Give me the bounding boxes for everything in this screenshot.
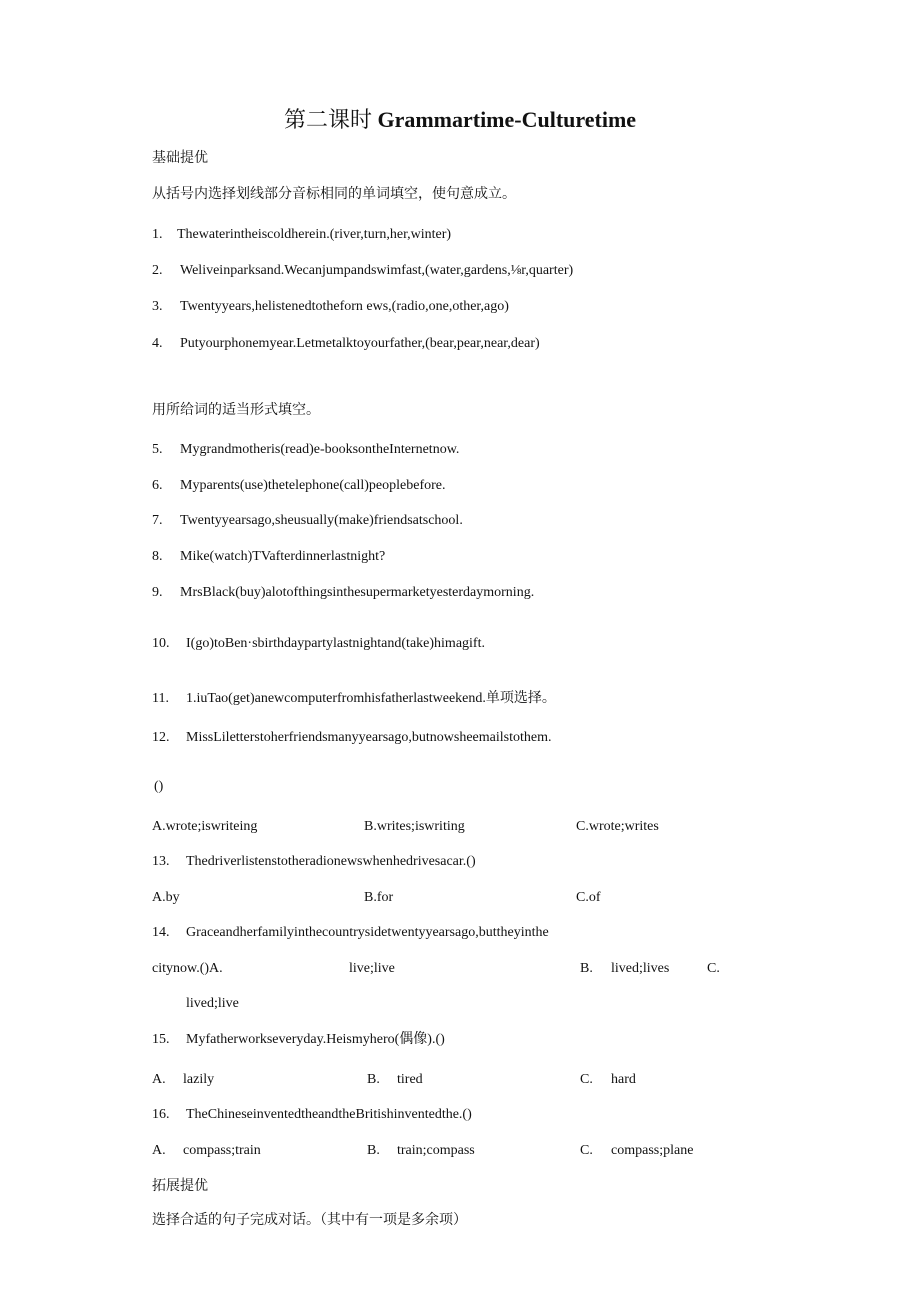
- page-title-en: Grammartime-Culturetime: [377, 107, 637, 132]
- option-b-label: B.: [367, 1072, 380, 1087]
- option-c: compass;plane: [611, 1143, 694, 1158]
- option-b: tired: [397, 1072, 423, 1087]
- question-text: TheChineseinventedtheandtheBritishinventedthe.(): [186, 1107, 472, 1122]
- option-a: live;live: [349, 961, 395, 976]
- question-text: Myfatherworkseveryday.Heismyhero(偶像).(): [186, 1032, 445, 1047]
- option-c: lived;live: [186, 996, 239, 1011]
- option-c: C.wrote;writes: [576, 819, 659, 834]
- question-text: Mygrandmotheris(read)e-booksontheInternetnow.: [180, 442, 460, 457]
- section-heading-basic: 基础提优: [152, 150, 208, 166]
- question-number: 1.: [152, 227, 163, 242]
- question-text: Mike(watch)TVafterdinnerlastnight?: [180, 549, 386, 564]
- question-text: Weliveinparksand.Wecanjumpandswimfast,(water,gardens,⅛r,quarter): [180, 263, 574, 278]
- page-title: [0, 106, 920, 135]
- question-number: 3.: [152, 299, 163, 314]
- question-text: Twentyyearsago,sheusually(make)friendsatschool.: [180, 513, 463, 528]
- option-b: lived;lives: [611, 961, 670, 976]
- instruction-word-form: 用所给词的适当形式填空。: [152, 402, 320, 418]
- question-number: 4.: [152, 336, 163, 351]
- question-number: 11.: [152, 691, 169, 706]
- question-text: MissLiletterstoherfriendsmanyyearsago,butnowsheemailstothem.: [186, 730, 552, 745]
- question-text: Thewaterintheiscoldherein.(river,turn,her,winter): [177, 227, 452, 242]
- question-number: 16.: [152, 1107, 170, 1122]
- option-a: A.by: [152, 890, 180, 905]
- question-number: 14.: [152, 925, 170, 940]
- option-a: A.wrote;iswriteing: [152, 819, 258, 834]
- question-number: 13.: [152, 854, 170, 869]
- question-number: 12.: [152, 730, 170, 745]
- question-text: Twentyyears,helistenedtotheforn ews,(radio,one,other,ago): [180, 299, 509, 314]
- page-title-cn: 第二课时: [283, 108, 372, 133]
- option-c: C.of: [576, 890, 601, 905]
- option-b-label: B.: [367, 1143, 380, 1158]
- section-heading-extension: 拓展提优: [152, 1178, 208, 1194]
- option-c: hard: [611, 1072, 636, 1087]
- question-text: Thedriverlistenstotheradionewswhenhedrivesacar.(): [186, 854, 476, 869]
- question-text: 1.iuTao(get)anewcomputerfromhisfatherlastweekend.单项选择。: [186, 691, 556, 706]
- option-b: B.for: [364, 890, 394, 905]
- instruction-phonetics: 从括号内选择划线部分音标相同的单词填空，使句意成立。: [152, 186, 516, 202]
- question-number: 2.: [152, 263, 163, 278]
- option-a: compass;train: [183, 1143, 261, 1158]
- question-number: 15.: [152, 1032, 170, 1047]
- question-number: 9.: [152, 585, 163, 600]
- option-c-label: C.: [580, 1143, 593, 1158]
- question-text-continued: citynow.()A.: [152, 961, 223, 976]
- question-text: Putyourphonemyear.Letmetalktoyourfather,(bear,pear,near,dear): [180, 336, 540, 351]
- option-b-label: B.: [580, 961, 593, 976]
- question-text: Myparents(use)thetelephone(call)peoplebefore.: [180, 478, 446, 493]
- option-c-label: C.: [707, 961, 720, 976]
- option-a-label: A.: [152, 1072, 166, 1087]
- option-b: B.writes;iswriting: [364, 819, 465, 834]
- answer-parentheses: (): [154, 779, 164, 794]
- question-number: 10.: [152, 636, 170, 651]
- option-b: train;compass: [397, 1143, 475, 1158]
- option-a-label: A.: [152, 1143, 166, 1158]
- question-number: 5.: [152, 442, 163, 457]
- question-text: Graceandherfamilyinthecountrysidetwentyyearsago,buttheyinthe: [186, 925, 549, 940]
- question-number: 7.: [152, 513, 163, 528]
- question-number: 8.: [152, 549, 163, 564]
- question-text: MrsBlack(buy)alotofthingsinthesupermarketyesterdaymorning.: [180, 585, 535, 600]
- question-number: 6.: [152, 478, 163, 493]
- option-c-label: C.: [580, 1072, 593, 1087]
- instruction-dialogue: 选择合适的句子完成对话。（其中有一项是多余项）: [152, 1212, 467, 1228]
- question-text: I(go)toBen·sbirthdaypartylastnightand(take)himagift.: [186, 636, 485, 651]
- option-a: lazily: [183, 1072, 215, 1087]
